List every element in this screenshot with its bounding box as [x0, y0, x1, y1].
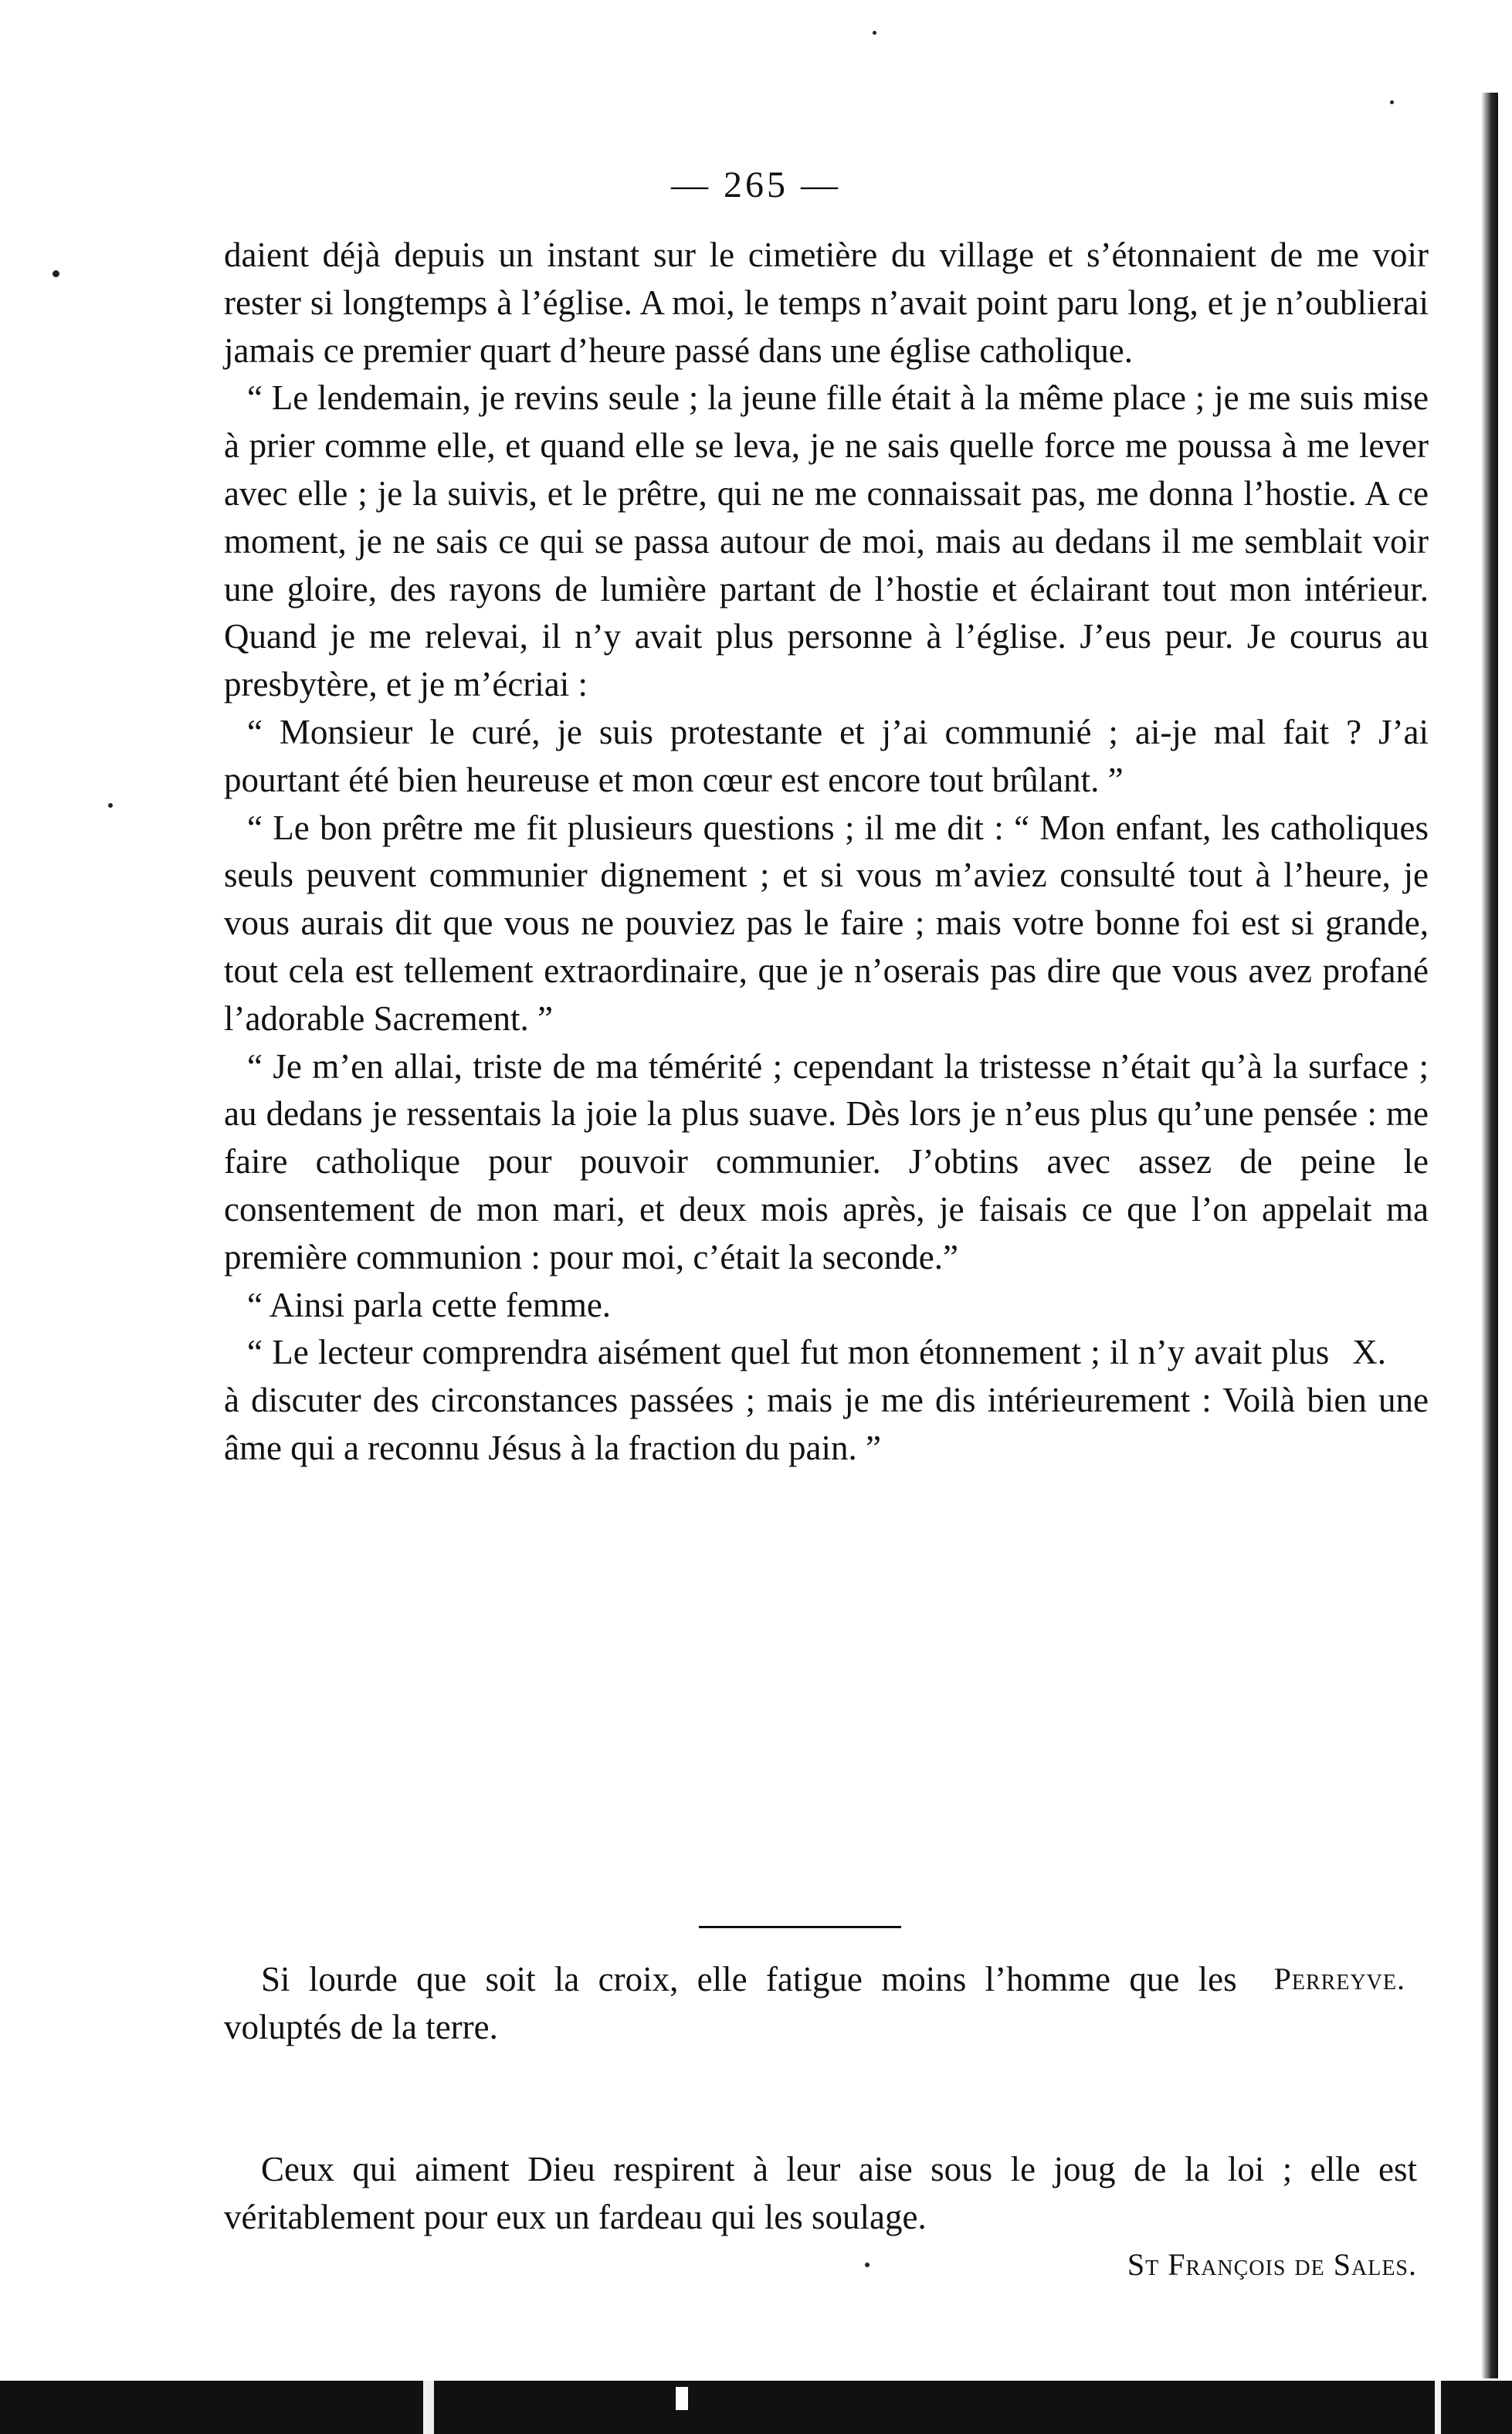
- quote-1: [224, 1955, 1417, 2051]
- edge-mark: [1435, 2381, 1441, 2434]
- quote-2-author: St François de Sales.: [1127, 2247, 1417, 2282]
- print-speck: [873, 31, 876, 35]
- paragraph-3: “ Monsieur le curé, je suis protestante et j’ai communié ; ai-je mal fait ? J’ai pourtant été bien heureuse et mon cœur est encore tout brûlant. ”: [224, 712, 1429, 799]
- quote-2: [224, 2145, 1417, 2289]
- print-speck: [108, 803, 113, 808]
- paragraph-5: “ Je m’en allai, triste de ma témérité ; cependant la tristesse n’était qu’à la surface ; au dedans je ressentais la joie la plus suave. Dès lors je n’eus plus qu’une pensée : me faire catholique pour pouvoir communier. J’obtins avec assez de peine le consentement de mon mari, et deux mois après, je faisais ce que l’on appelait ma première communion : pour moi, c’était la seconde.”: [224, 1046, 1429, 1276]
- paragraph-7: [224, 1329, 1429, 1472]
- author-signature: X.: [1352, 1333, 1386, 1372]
- section-divider: [699, 1926, 901, 1928]
- paragraph-2: “ Le lendemain, je revins seule ; la jeune fille était à la même place ; je me suis mise à prier comme elle, et quand elle se leva, je ne sais quelle force me poussa à me lever avec elle ; je la suivis, et le prêtre, qui ne me connaissait pas, me donna l’hostie. A ce moment, je ne sais ce qui se passa autour de moi, mais au dedans il me semblait voir une gloire, des rayons de lumière partant de l’hostie et éclairant tout mon intérieur. Quand je me relevai, il n’y avait plus personne à l’église. J’eus peur. Je courus au presbytère, et je m’écriai :: [224, 378, 1429, 704]
- body-text: [224, 232, 1429, 1473]
- edge-mark: [676, 2387, 688, 2410]
- edge-mark: [423, 2381, 434, 2434]
- quote-1-text: Si lourde que soit la croix, elle fatigue moins l’homme que les voluptés de la terre.: [224, 1960, 1237, 2046]
- paragraph-1: daient déjà depuis un instant sur le cimetière du village et s’étonnaient de me voir rester si longtemps à l’église. A moi, le temps n’avait point paru long, et je n’oublierai jamais ce premier quart d’heure passé dans une église catholique.: [224, 236, 1429, 370]
- page-edge-shadow: [1481, 93, 1498, 2378]
- quote-1-author: Perreyve.: [1273, 1961, 1405, 1996]
- page-bottom-edge: [0, 2381, 1512, 2434]
- print-speck: [1390, 100, 1394, 104]
- paragraph-6: “ Ainsi parla cette femme.: [247, 1285, 612, 1324]
- paragraph-7-text: “ Le lecteur comprendra aisément quel fut mon étonnement ; il n’y avait plus à discuter des circonstances passées ; mais je me dis intérieurement : Voilà bien une âme qui a reconnu Jésus à la fraction du pain. ”: [224, 1333, 1429, 1467]
- print-speck: [53, 270, 59, 277]
- print-speck: [865, 2263, 870, 2267]
- page-number: — 265 —: [671, 164, 841, 205]
- paragraph-4: “ Le bon prêtre me fit plusieurs questions ; il me dit : “ Mon enfant, les catholiques seuls peuvent communier dignement ; et si vous m’aviez consulté tout à l’heure, je vous aurais dit que vous ne pouviez pas le faire ; mais votre bonne foi est si grande, tout cela est tellement extraordinaire, que je n’oserais pas dire que vous avez profané l’adorable Sacrement. ”: [224, 808, 1429, 1038]
- quote-2-text: Ceux qui aiment Dieu respirent à leur aise sous le joug de la loi ; elle est véritablement pour eux un fardeau qui les soulage.: [224, 2150, 1417, 2236]
